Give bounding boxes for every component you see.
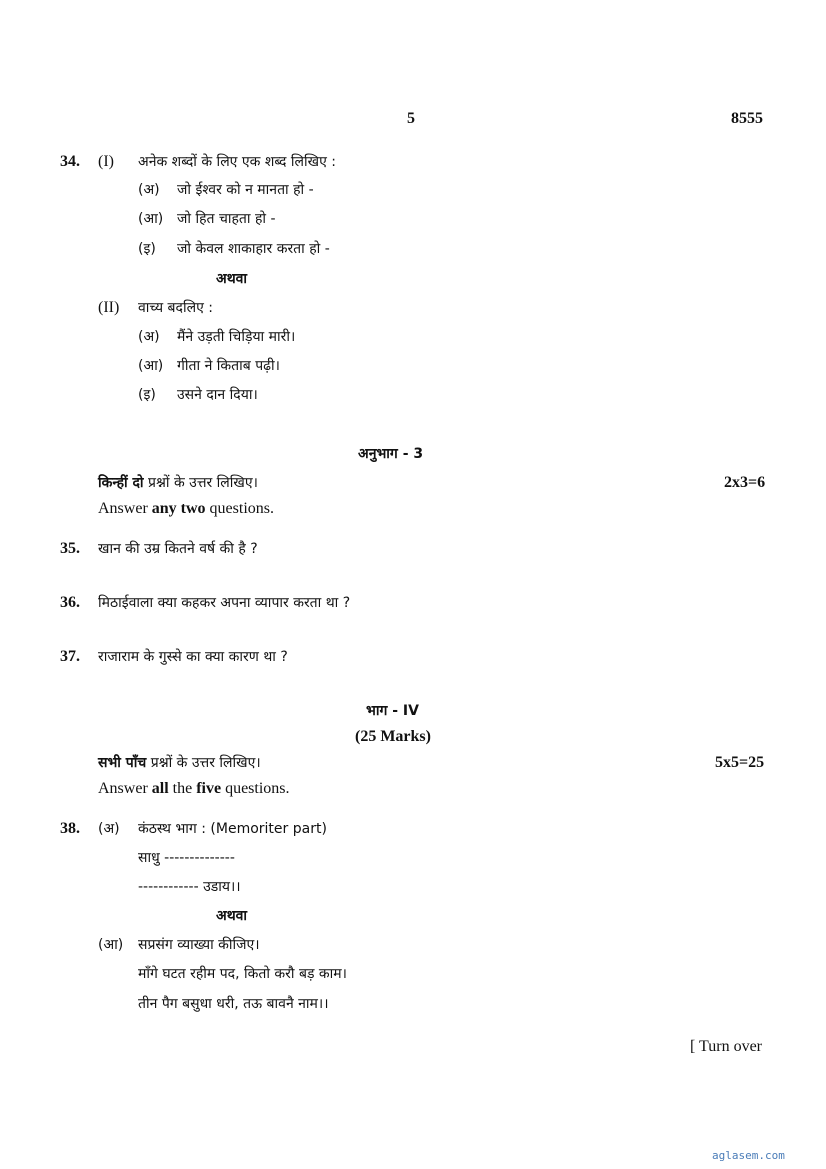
q34-option-mark: (आ) xyxy=(138,211,164,227)
section-4-instruction-rest: प्रश्नों के उत्तर लिखिए। xyxy=(150,755,261,771)
en-text: Answer xyxy=(98,500,148,517)
question-37-text: राजाराम के गुस्से का क्या कारण था ? xyxy=(98,649,288,665)
q34-option-mark: (अ) xyxy=(138,329,160,345)
q34-option-mark: (आ) xyxy=(138,358,164,374)
q34-part2-instruction: वाच्य बदलिए : xyxy=(138,300,213,316)
question-number-37: 37. xyxy=(60,648,80,665)
q38-option-a-text: कंठस्थ भाग : (Memoriter part) xyxy=(138,821,327,837)
en-text: questions. xyxy=(225,780,290,797)
q34-option-text: उसने दान दिया। xyxy=(177,387,258,403)
section-4-marks: 5x5=25 xyxy=(715,754,765,771)
q34-option-text: जो केवल शाकाहार करता हो - xyxy=(177,241,330,257)
section-3-title: अनुभाग - 3 xyxy=(358,446,424,462)
en-text-bold: five xyxy=(196,780,222,797)
q34-option-mark: (इ) xyxy=(138,387,156,403)
q34-part-label-2: (II) xyxy=(98,299,120,316)
q34-option-text: जो ईश्वर को न मानता हो - xyxy=(177,182,314,198)
section-3-marks: 2x3=6 xyxy=(724,474,766,491)
turn-over-note: [ Turn over xyxy=(690,1038,763,1055)
question-number-38: 38. xyxy=(60,820,80,837)
section-3-instruction-english xyxy=(98,500,274,518)
q38-verse-line-2: तीन पैग बसुधा धरी, तऊ बावनै नाम।। xyxy=(138,996,329,1012)
question-number-35: 35. xyxy=(60,540,80,557)
q34-part1-instruction: अनेक शब्दों के लिए एक शब्द लिखिए : xyxy=(138,154,336,170)
q38-verse-line-1: माँगे घटत रहीम पद, कितो करौ बड़ काम। xyxy=(138,966,347,982)
q34-option-mark: (अ) xyxy=(138,182,160,198)
question-35-text: खान की उम्र कितने वर्ष की है ? xyxy=(98,541,258,557)
q34-option-text: मैंने उड़ती चिड़िया मारी। xyxy=(177,329,296,345)
q38-option-b-text: सप्रसंग व्याख्या कीजिए। xyxy=(138,937,260,953)
q34-option-text: जो हित चाहता हो - xyxy=(177,211,276,227)
q34-option-text: गीता ने किताब पढ़ी। xyxy=(177,358,280,374)
q34-part-label-1: (I) xyxy=(98,153,114,170)
q38-option-mark: (अ) xyxy=(98,821,120,837)
q38-memoriter-line-1: साधु -------------- xyxy=(138,850,235,866)
en-text-bold: all xyxy=(151,780,169,797)
section-4-instruction xyxy=(98,754,261,772)
watermark: aglasem.com xyxy=(712,1149,785,1162)
en-text: questions. xyxy=(209,500,274,517)
section-4-instruction-bold: सभी पाँच xyxy=(98,755,147,771)
q38-or-divider: अथवा xyxy=(216,908,248,924)
section-3-instruction-bold: किन्हीं दो xyxy=(98,475,144,491)
q34-option-mark: (इ) xyxy=(138,241,156,257)
en-text-bold: any two xyxy=(151,500,206,517)
paper-code: 8555 xyxy=(731,110,763,127)
q34-or-divider: अथवा xyxy=(216,271,248,287)
section-3-instruction-rest: प्रश्नों के उत्तर लिखिए। xyxy=(148,475,258,491)
page-number: 5 xyxy=(407,110,415,127)
section-4-instruction-english xyxy=(98,780,290,798)
q38-option-mark: (आ) xyxy=(98,937,124,953)
section-3-instruction xyxy=(98,474,258,492)
q38-memoriter-line-2: ------------ उडाय।। xyxy=(138,879,241,895)
section-4-subtitle: (25 Marks) xyxy=(355,728,431,745)
section-4-title: भाग - IV xyxy=(366,703,419,719)
en-text: Answer xyxy=(98,780,148,797)
en-text: the xyxy=(172,780,193,797)
question-number-36: 36. xyxy=(60,594,80,611)
question-36-text: मिठाईवाला क्या कहकर अपना व्यापार करता था ? xyxy=(98,595,351,611)
question-number-34: 34. xyxy=(60,153,80,170)
